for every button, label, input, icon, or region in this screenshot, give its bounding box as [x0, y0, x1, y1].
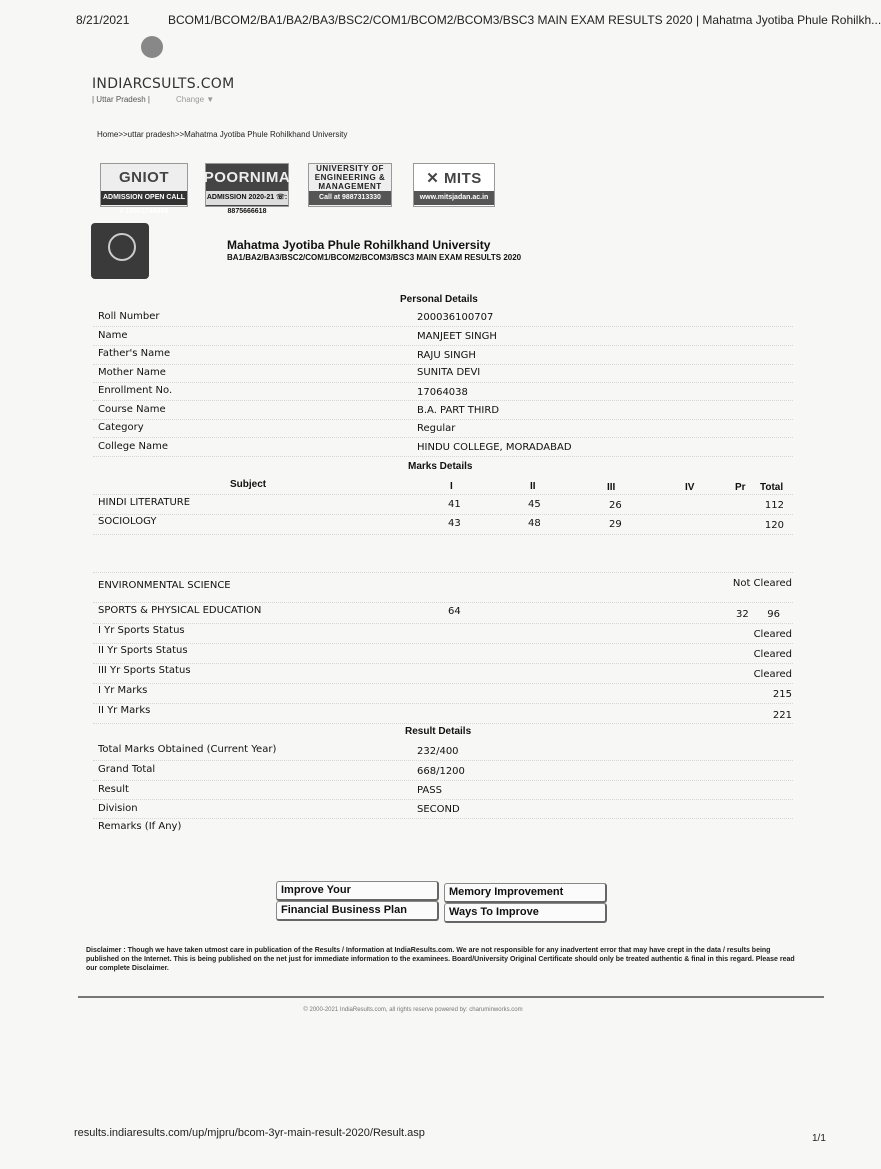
extra-status: Not Cleared — [732, 578, 792, 589]
category-value: Regular — [417, 423, 456, 434]
financial-business-plan-link[interactable]: Financial Business Plan — [276, 901, 439, 921]
row-divider — [93, 723, 793, 724]
paper-3-marks: 29 — [609, 519, 622, 530]
grand-total-value: 668/1200 — [417, 766, 465, 777]
extra-total: 221 — [772, 710, 792, 721]
ways-to-improve-link[interactable]: Ways To Improve — [444, 903, 607, 923]
site-logo-icon — [141, 36, 163, 58]
row-divider — [93, 494, 793, 495]
extra-subject-name: II Yr Sports Status — [98, 645, 188, 656]
change-region-link[interactable]: Change ▼ — [176, 95, 215, 104]
remarks-label: Remarks (If Any) — [98, 821, 182, 832]
print-url: results.indiaresults.com/up/mjpru/bcom-3yr-main-result-2020/Result.asp — [74, 1127, 425, 1139]
col-total: Total — [760, 482, 784, 493]
row-divider — [93, 602, 793, 603]
fathers-name-label: Father's Name — [98, 348, 171, 359]
paper-1-marks: 43 — [448, 518, 461, 529]
extra-paper-marks: 64 — [448, 606, 461, 617]
row-divider — [93, 514, 793, 515]
course-name-value: B.A. PART THIRD — [417, 405, 500, 416]
name-value: MANJEET SINGH — [417, 331, 497, 342]
col-paper-2: II — [530, 481, 536, 492]
row-divider — [93, 456, 793, 457]
footer-divider — [78, 996, 824, 998]
improve-your-link[interactable]: Improve Your — [276, 881, 439, 901]
paper-2-marks: 45 — [528, 499, 541, 510]
subject-name: HINDI LITERATURE — [98, 497, 191, 508]
subject-total: 120 — [764, 520, 784, 531]
row-divider — [93, 663, 793, 664]
row-divider — [93, 437, 793, 438]
row-divider — [93, 572, 793, 573]
row-divider — [93, 643, 793, 644]
ad-banner-gniot[interactable] — [100, 163, 188, 215]
ad-banner-poornima[interactable] — [203, 163, 291, 215]
extra-subject-name: II Yr Marks — [98, 705, 151, 716]
col-paper-4: IV — [685, 482, 695, 493]
fathers-name-value: RAJU SINGH — [417, 350, 476, 361]
breadcrumb[interactable]: Home>>uttar pradesh>>Mahatma Jyotiba Phule Rohilkhand University — [97, 130, 348, 139]
row-divider — [93, 345, 793, 346]
ad-title: GNIOT — [119, 169, 169, 186]
extra-status: Cleared — [753, 669, 792, 680]
extra-total: 215 — [772, 689, 792, 700]
row-divider — [93, 683, 793, 684]
col-practical: Pr — [735, 482, 746, 493]
row-divider — [93, 326, 793, 327]
disclaimer-text: Disclaimer : Though we have taken utmost care in publication of the Results / Information at IndiaResults.com. We are not responsible for any inadvertent error that may have crept in the data / results being published on the Internet. This is being published on the net just for immediate information to the examinees. Board/University Original Certificate should only be treated authentic & final in this regard. Please read our complete Disclaimer. — [86, 947, 795, 972]
ad-subtitle: www.mitsjadan.ac.in — [414, 191, 494, 205]
result-value: PASS — [417, 785, 442, 796]
row-divider — [93, 799, 793, 800]
extra-subject-name: I Yr Sports Status — [98, 625, 185, 636]
col-subject: Subject — [230, 479, 267, 490]
marks-details-heading: Marks Details — [408, 461, 473, 472]
row-divider — [93, 400, 793, 401]
total-marks-label: Total Marks Obtained (Current Year) — [98, 744, 277, 755]
site-logo-text[interactable]: INDIARCSULTS.COM — [92, 76, 235, 92]
ad-subtitle: ADMISSION OPEN CALL # 18003746969 — [101, 191, 187, 205]
paper-1-marks: 41 — [448, 499, 461, 510]
personal-details-heading: Personal Details — [400, 294, 478, 305]
mother-name-value: SUNITA DEVI — [417, 367, 481, 378]
region-label: | Uttar Pradesh | — [92, 95, 150, 104]
print-page-title: BCOM1/BCOM2/BA1/BA2/BA3/BSC2/COM1/BCOM2/BCOM3/BSC3 MAIN EXAM RESULTS 2020 | Mahatma Jyotiba Phule Rohilkh... — [168, 13, 881, 27]
row-divider — [93, 364, 793, 365]
row-divider — [93, 703, 793, 704]
ad-title: POORNIMA — [203, 169, 291, 186]
extra-total: 96 — [767, 609, 780, 620]
col-paper-1: I — [450, 481, 453, 492]
ad-subtitle: ADMISSION 2020-21 ☏: 8875666618 — [206, 191, 288, 205]
paper-3-marks: 26 — [609, 500, 622, 511]
enrollment-value: 17064038 — [417, 387, 468, 398]
course-name-label: Course Name — [98, 404, 166, 415]
university-name: Mahatma Jyotiba Phule Rohilkhand University — [227, 238, 491, 252]
extra-subject-name: SPORTS & PHYSICAL EDUCATION — [98, 605, 262, 616]
roll-number-value: 200036100707 — [417, 312, 494, 323]
college-name-value: HINDU COLLEGE, MORADABAD — [417, 442, 572, 453]
total-marks-value: 232/400 — [417, 746, 459, 757]
extra-subject-name: I Yr Marks — [98, 685, 148, 696]
grand-total-label: Grand Total — [98, 764, 156, 775]
ad-title: UNIVERSITY OF ENGINEERING & MANAGEMENT — [314, 164, 386, 191]
row-divider — [93, 534, 793, 535]
result-label: Result — [98, 784, 129, 795]
page-number: 1/1 — [812, 1133, 826, 1144]
row-divider — [93, 382, 793, 383]
result-details-heading: Result Details — [405, 726, 472, 737]
extra-status: Cleared — [753, 649, 792, 660]
col-paper-3: III — [607, 482, 616, 493]
subject-total: 112 — [764, 500, 784, 511]
seal-emblem-icon — [108, 233, 136, 261]
extra-practical-marks: 32 — [736, 609, 749, 620]
extra-subject-name: III Yr Sports Status — [98, 665, 191, 676]
row-divider — [93, 760, 793, 761]
print-date: 8/21/2021 — [76, 13, 130, 27]
memory-improvement-link[interactable]: Memory Improvement — [444, 883, 607, 903]
ad-subtitle: Call at 9887313330 — [309, 191, 391, 205]
row-divider — [93, 419, 793, 420]
college-name-label: College Name — [98, 441, 168, 452]
row-divider — [93, 818, 793, 819]
category-label: Category — [98, 422, 144, 433]
copyright-text: © 2000-2021 IndiaResults.com, all rights reserve powered by: charuminworks.com — [303, 1007, 523, 1013]
extra-subject-name: ENVIRONMENTAL SCIENCE — [98, 580, 231, 591]
ad-banner-mits[interactable] — [413, 163, 495, 207]
name-label: Name — [98, 330, 128, 341]
division-value: SECOND — [417, 804, 460, 815]
paper-2-marks: 48 — [528, 518, 541, 529]
roll-number-label: Roll Number — [98, 311, 160, 322]
enrollment-label: Enrollment No. — [98, 385, 173, 396]
ad-banner-uem[interactable] — [308, 163, 392, 207]
mother-name-label: Mother Name — [98, 367, 166, 378]
row-divider — [93, 780, 793, 781]
ad-title: ✕ MITS — [426, 169, 482, 187]
subject-name: SOCIOLOGY — [98, 516, 157, 527]
row-divider — [93, 623, 793, 624]
exam-name: BA1/BA2/BA3/BSC2/COM1/BCOM2/BCOM3/BSC3 MAIN EXAM RESULTS 2020 — [227, 253, 522, 262]
extra-status: Cleared — [753, 629, 792, 640]
division-label: Division — [98, 803, 138, 814]
